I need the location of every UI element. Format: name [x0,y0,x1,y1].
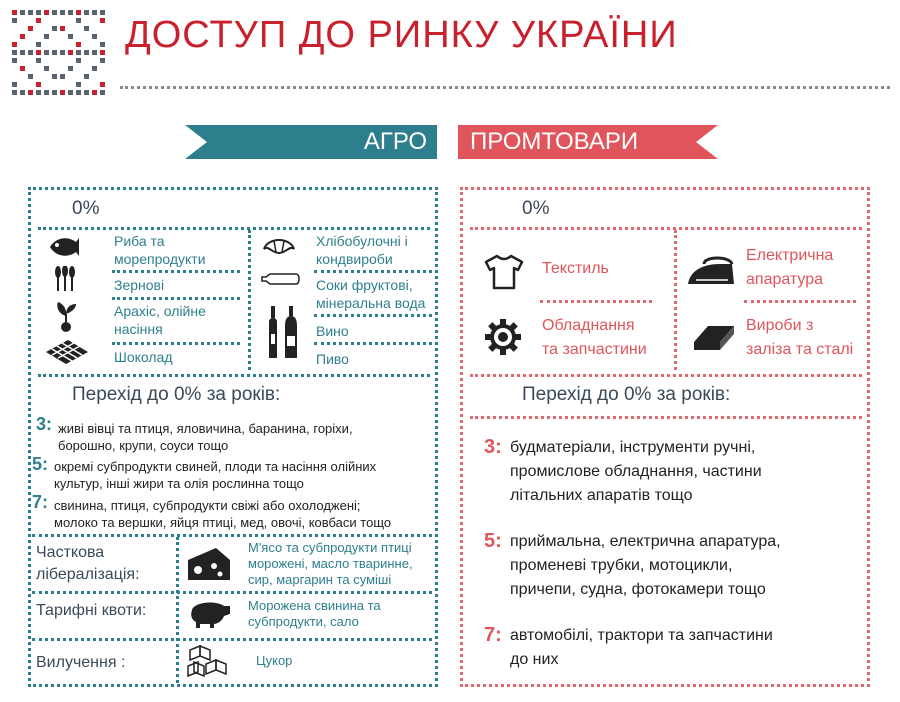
divider [32,638,432,641]
ornament-logo [10,8,106,96]
prom-transition-7 [484,624,773,668]
prom-banner-label: ПРОМТОВАРИ [470,128,639,155]
page-title: ДОСТУП ДО РИНКУ УКРАЇНИ [125,14,678,56]
exclusion-label: Вилучення : [36,654,126,671]
prom-transition-3 [484,436,762,504]
divider [112,297,240,300]
divider [32,534,432,537]
agro-transition-heading: Перехід до 0% за років: [72,384,281,405]
prom-transition-3-text: будматеріали, інструменти ручні, промислове обладнання, частини літальних апаратів тощо [510,439,762,504]
years-5: 5: [484,530,502,552]
divider [314,270,432,273]
bottle-icon [260,270,300,288]
years-3: 3: [484,436,502,458]
prom-transition-5-text: приймальна, електрична апаратура, променеві трубки, мотоцикли, причепи, судна, фотокамери тощо [510,533,781,598]
agro-transition-3-text: живі вівці та птиця, яловичина, баранина, горіхи, борошно, крупи, соуси тощо [58,421,353,453]
agro-item-wine: Вино [316,323,349,339]
tshirt-icon [484,254,524,290]
divider [32,591,432,594]
partial-liberalization-label: Часткова лібералізація: [36,544,140,583]
agro-transition-7 [32,492,432,530]
divider [744,300,856,303]
divider [38,374,430,377]
fish-icon [48,234,80,260]
prom-transition-7-text: автомобілі, трактори та запчастини до них [510,627,773,668]
prom-item-equipment: Обладнання та запчастини [542,317,647,358]
divider [470,374,862,377]
agro-item-chocolate: Шоколад [114,349,173,365]
divider [248,230,251,370]
prom-item-steel: Вироби з заліза та сталі [746,317,854,358]
croissant-icon [262,235,296,255]
agro-item-beer: Пиво [316,351,349,367]
exclusion-text: Цукор [256,653,293,668]
chocolate-icon [44,338,90,366]
divider [314,342,432,345]
sprout-icon [54,300,78,332]
pig-icon [186,598,232,628]
sugar-cubes-icon [186,644,230,680]
years-7: 7: [484,624,502,646]
tariff-quotas-text: Морожена свинина та субпродукти, сало [248,598,381,629]
prom-transition-5 [484,530,781,598]
agro-item-fish: Риба та морепродукти [114,233,206,267]
divider [470,227,862,230]
prom-item-textile: Текстиль [542,260,609,277]
divider [112,342,240,345]
agro-zero-heading: 0% [72,198,100,219]
tariff-quotas-label: Тарифні квоти: [36,602,147,619]
agro-transition-5 [32,454,432,491]
iron-icon [684,254,736,290]
cheese-icon [186,546,232,582]
agro-item-juices: Соки фруктові, мінеральна вода [316,277,426,311]
agro-transition-7-text: свинина, птиця, субпродукти свіжі або охолоджені; молоко та вершки, яйця птиці, мед, овочі, ковбаси тощо [54,498,392,530]
years-7: 7: [32,492,49,512]
years-3: 3: [36,414,53,434]
years-5: 5: [32,454,49,474]
steel-bar-icon [692,322,736,352]
partial-liberalization-text: М'ясо та субпродукти птиці морожені, масло тваринне, сир, маргарин та суміші [248,540,413,587]
divider [38,227,430,230]
prom-zero-heading: 0% [522,198,550,219]
agro-item-bakery: Хлібобулочні і кондвироби [316,233,408,267]
wheat-icon [50,266,80,292]
agro-item-grain: Зернові [114,277,165,293]
wine-bottle-icon [266,304,300,360]
agro-banner [185,125,437,159]
agro-transition-5-text: окремі субпродукти свиней, плоди та насіння олійних культур, інші жири та олія рослинна тощо [54,459,377,491]
divider [176,537,179,683]
prom-transition-heading: Перехід до 0% за років: [522,384,731,405]
divider [674,230,677,370]
divider [314,314,432,317]
prom-banner [458,125,718,159]
gear-icon [484,318,522,356]
divider [112,270,240,273]
divider [540,300,652,303]
prom-item-electrical: Електрична апаратура [746,247,834,288]
divider [470,416,862,419]
agro-item-peanut: Арахіс, олійне насіння [114,303,206,337]
title-divider [120,86,890,89]
agro-transition-3 [36,414,431,453]
agro-banner-label: АГРО [363,128,427,155]
